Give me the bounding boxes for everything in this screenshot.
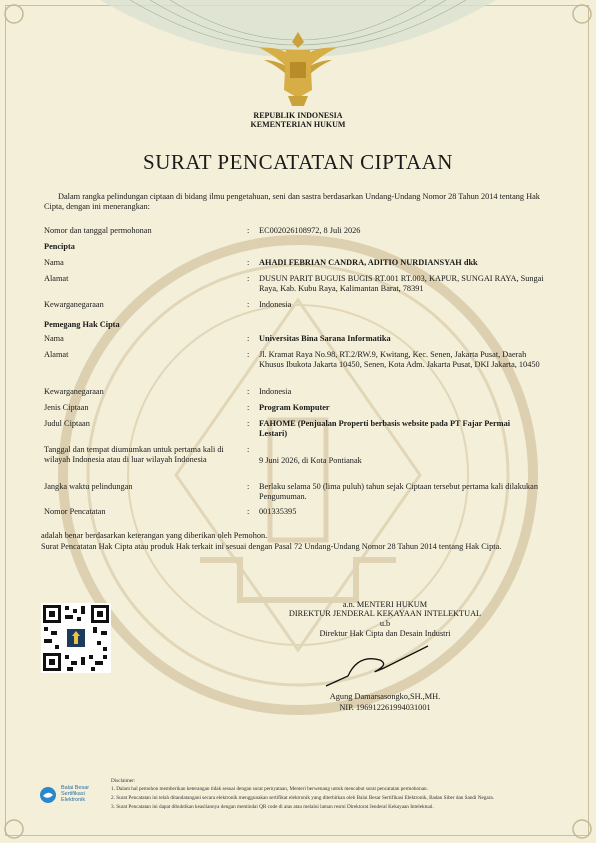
label-pencipta-alamat: Alamat	[44, 274, 69, 283]
colon: :	[247, 334, 250, 343]
sign-ub: u.b	[379, 619, 391, 628]
colon: :	[247, 403, 250, 412]
colon: :	[247, 258, 250, 267]
value-pencipta-kewarganegaraan: Indonesia	[259, 300, 292, 309]
bsre-logo-icon	[39, 786, 57, 804]
label-jangka-waktu: Jangka waktu pelindungan	[44, 482, 133, 491]
label-nomor-tanggal: Nomor dan tanggal permohonan	[44, 226, 152, 235]
heading-pencipta: Pencipta	[44, 242, 75, 251]
colon: :	[247, 419, 250, 428]
disclaimer-heading: Disclaimer:	[111, 778, 136, 784]
value-nomor-pencatatan: 001335395	[259, 507, 297, 516]
sign-name: Agung Damarsasongko,SH.,MH.	[329, 692, 441, 701]
sign-director: Direktur Hak Cipta dan Desain Industri	[319, 629, 451, 638]
document-title: SURAT PENCATATAN CIPTAAN	[143, 150, 453, 174]
value-jangka-waktu: Berlaku selama 50 (lima puluh) tahun sejak Ciptaan tersebut pertama kali dilakukan Pengumuman.	[259, 482, 539, 501]
colon: :	[247, 482, 250, 491]
label-pemegang-alamat: Alamat	[44, 350, 69, 359]
colon: :	[247, 507, 250, 516]
label-jenis-ciptaan: Jenis Ciptaan	[44, 403, 89, 412]
sign-nip: NIP. 196912261994031001	[339, 703, 431, 712]
value-nomor-tanggal: EC002026108972, 8 Juli 2026	[259, 226, 361, 235]
colon: :	[247, 300, 250, 309]
closing-statement: adalah benar berdasarkan keterangan yang diberikan oleh Pemohon.	[41, 531, 268, 540]
garuda-emblem-icon	[256, 28, 340, 110]
label-pencipta-nama: Nama	[44, 258, 64, 267]
intro-paragraph: Dalam rangka pelindungan ciptaan di bidang ilmu pengetahuan, seni dan sastra berdasarkan Undang-Undang Nomor 28 Tahun 2014 tentang Hak Cipta, dengan ini menerangkan:	[44, 192, 540, 211]
bsre-line2: Sertifikasi	[61, 791, 85, 797]
value-pemegang-kewarganegaraan: Indonesia	[259, 387, 292, 396]
label-nomor-pencatatan: Nomor Pencatatan	[44, 507, 106, 516]
sign-directorate-general: DIREKTUR JENDERAL KEKAYAAN INTELEKTUAL	[288, 609, 482, 618]
value-pencipta-nama: AHADI FEBRIAN CANDRA, ADITIO NURDIANSYAH dkk	[259, 258, 478, 267]
label-pencipta-kewarganegaraan: Kewarganegaraan	[44, 300, 104, 309]
label-judul-ciptaan: Judul Ciptaan	[44, 419, 90, 428]
colon: :	[247, 445, 250, 454]
bsre-line1: Balai Besar	[61, 785, 90, 791]
header-republic: REPUBLIK INDONESIA	[253, 111, 343, 120]
heading-pemegang: Pemegang Hak Cipta	[44, 320, 120, 329]
label-tanggal-tempat: Tanggal dan tempat diumumkan untuk pertama kali di wilayah Indonesia atau di luar wilayah Indonesia	[44, 445, 224, 464]
closing-legal-basis: Surat Pencatatan Hak Cipta atau produk Hak terkait ini sesuai dengan Pasal 72 Undang-Undang Nomor 28 Tahun 2014 tentang Hak Cipta.	[41, 542, 502, 551]
header-ministry: KEMENTERIAN HUKUM	[250, 120, 346, 129]
value-tanggal-tempat: 9 Juni 2026, di Kota Pontianak	[259, 456, 362, 465]
colon: :	[247, 274, 250, 283]
handwritten-signature	[318, 636, 458, 696]
colon: :	[247, 387, 250, 396]
label-pemegang-kewarganegaraan: Kewarganegaraan	[44, 387, 104, 396]
value-judul-ciptaan: FAHOME (Penjualan Properti berbasis website pada PT Fajar Permai Lestari)	[259, 419, 511, 438]
label-pemegang-nama: Nama	[44, 334, 64, 343]
disclaimer-item-3: 3. Surat Pencatatan ini dapat dibuktikan keasliannya dengan memindai QR code di atas atau melalui laman resmi Direktorat Jenderal Kekayaan Intelektual.	[111, 804, 434, 810]
colon: :	[247, 350, 250, 359]
value-pemegang-alamat: Jl. Kramat Raya No.98, RT.2/RW.9, Kwitang, Kec. Senen, Jakarta Pusat, Daerah Khusus Ibukota Jakarta 10450, Senen, Kota Adm. Jakarta Pusat, DKI Jakarta, 10450	[259, 350, 540, 369]
disclaimer-item-1: 1. Dalam hal pemohon memberikan keterangan tidak sesuai dengan surat pernyataan, Menteri berwenang untuk mencabut surat pencatatan permohonan.	[111, 786, 428, 792]
bsre-label	[61, 785, 89, 803]
sign-on-behalf: a.n. MENTERI HUKUM	[342, 600, 428, 609]
value-pemegang-nama: Universitas Bina Sarana Informatika	[259, 334, 391, 343]
bsre-line3: Elektronik	[61, 797, 86, 803]
disclaimer-item-2: 2. Surat Pencatatan ini telah ditandatangani secara elektronik menggunakan sertifikat elektronik yang diterbitkan oleh Balai Besar Sertifikasi Elektronik, Badan Siber dan Sandi Negara.	[111, 795, 495, 801]
value-jenis-ciptaan: Program Komputer	[259, 403, 330, 412]
value-pencipta-alamat: DUSUN PARIT BUGUIS BUGIS RT.001 RT.003, KAPUR, SUNGAI RAYA, Sungai Raya, Kab. Kubu Raya, Kalimantan Barat, 78391	[259, 274, 544, 293]
colon: :	[247, 226, 250, 235]
